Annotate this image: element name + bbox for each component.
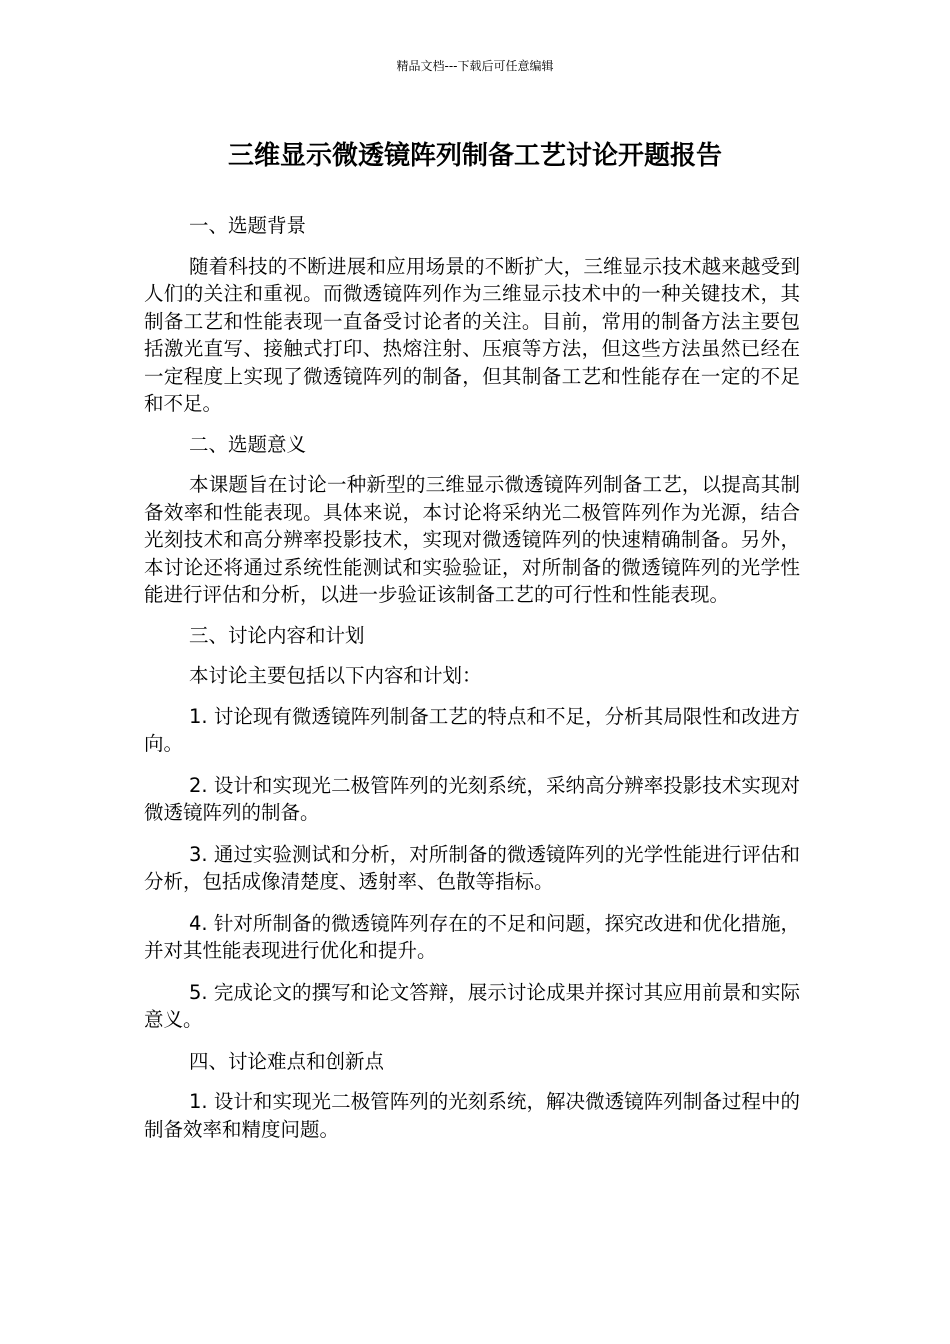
list-item: 1. 讨论现有微透镜阵列制备工艺的特点和不足，分析其局限性和改进方向。 xyxy=(144,704,800,755)
document-body xyxy=(144,212,800,1157)
section-heading-content-plan: 三、讨论内容和计划 xyxy=(189,623,365,647)
paragraph-content-intro: 本讨论主要包括以下内容和计划： xyxy=(189,664,482,687)
list-item: 5. 完成论文的撰写和论文答辩，展示讨论成果并探讨其应用前景和实际意义。 xyxy=(144,980,800,1031)
paragraph-significance: 本课题旨在讨论一种新型的三维显示微透镜阵列制备工艺，以提高其制备效率和性能表现。具体来说，本讨论将采纳光二极管阵列作为光源，结合光刻技术和高分辨率投影技术，实现对微透镜阵列的快速精确制备。另外，本讨论还将通过系统性能测试和实验验证，对所制备的微透镜阵列的光学性能进行评估和分析，以进一步验证该制备工艺的可行性和性能表现。 xyxy=(144,473,800,606)
page-header: 精品文档---下载后可任意编辑 xyxy=(396,59,554,73)
list-item: 4. 针对所制备的微透镜阵列存在的不足和问题，探究改进和优化措施，并对其性能表现进行优化和提升。 xyxy=(144,911,800,962)
paragraph-background: 随着科技的不断进展和应用场景的不断扩大，三维显示技术越来越受到人们的关注和重视。而微透镜阵列作为三维显示技术中的一种关键技术，其制备工艺和性能表现一直备受讨论者的关注。目前，常用的制备方法主要包括激光直写、接触式打印、热熔注射、压痕等方法，但这些方法虽然已经在一定程度上实现了微透镜阵列的制备，但其制备工艺和性能存在一定的不足和不足。 xyxy=(144,254,800,415)
list-item: 3. 通过实验测试和分析，对所制备的微透镜阵列的光学性能进行评估和分析，包括成像清楚度、透射率、色散等指标。 xyxy=(144,842,800,893)
document-title: 三维显示微透镜阵列制备工艺讨论开题报告 xyxy=(227,141,722,171)
section-heading-background: 一、选题背景 xyxy=(189,214,307,237)
section-heading-significance: 二、选题意义 xyxy=(189,432,307,456)
list-item: 1. 设计和实现光二极管阵列的光刻系统，解决微透镜阵列制备过程中的制备效率和精度问题。 xyxy=(144,1090,800,1141)
list-item: 2. 设计和实现光二极管阵列的光刻系统，采纳高分辨率投影技术实现对微透镜阵列的制备。 xyxy=(144,773,800,824)
section-heading-difficulties: 四、讨论难点和创新点 xyxy=(189,1049,385,1073)
